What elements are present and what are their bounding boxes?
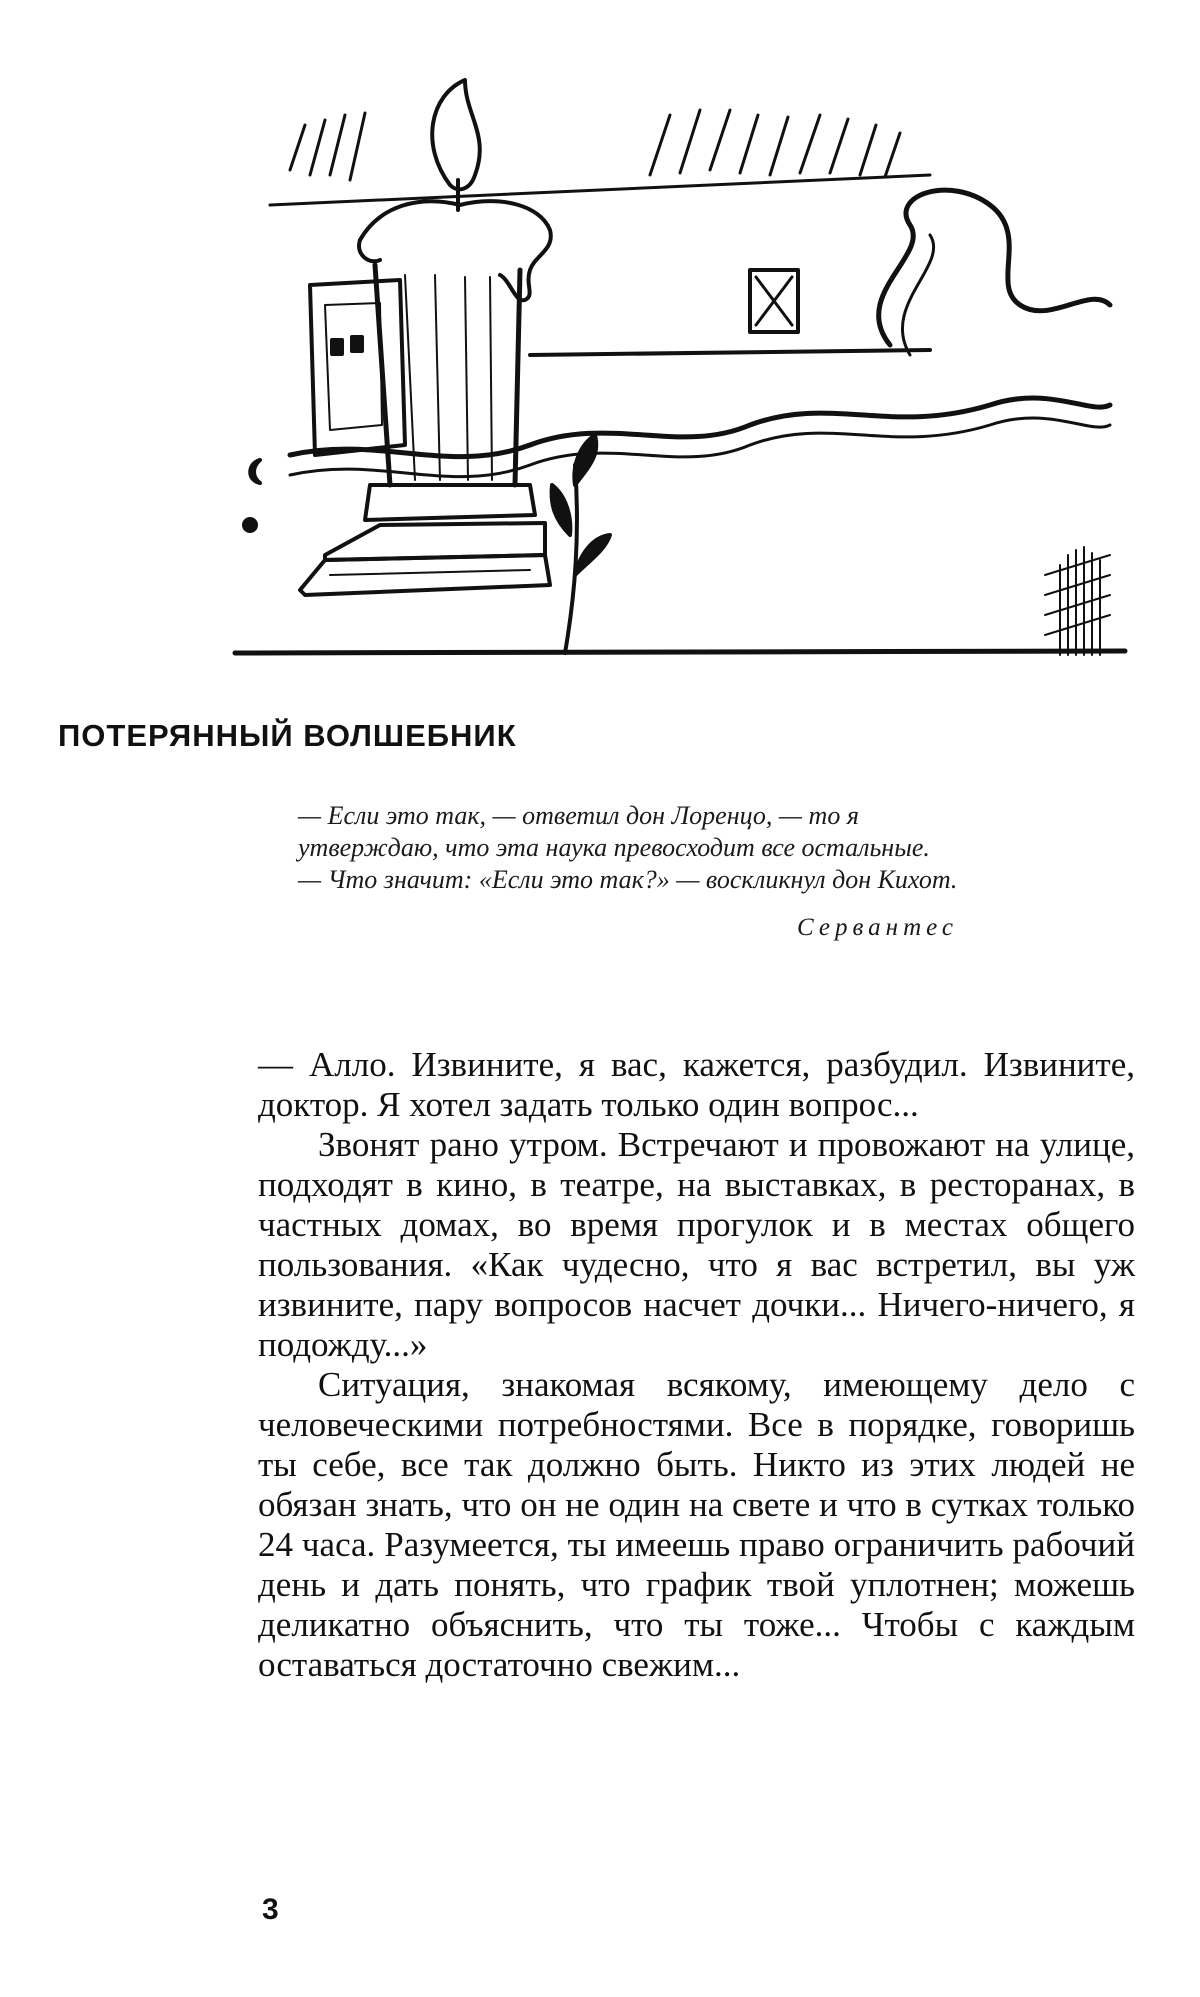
page-number: 3	[262, 1893, 279, 1926]
chapter-title: ПОТЕРЯННЫЙ ВОЛШЕБНИК	[58, 718, 517, 753]
paragraph: Ситуация, знакомая всякому, имеющему дело с человеческими потребностями. Все в порядке, говоришь ты себе, все так должно быть. Никто из этих людей не обязан знать, что он не один на свете и что в сутках только 24 часа. Разумеется, ты имеешь право ограничить рабочий день и дать понять, что график твой уплотнен; можешь деликатно объяснить, что ты тоже... Чтобы с каждым оставаться достаточно свежим...	[258, 1365, 1135, 1684]
paragraph: Звонят рано утром. Встречают и провожают на улице, подходят в кино, в театре, на выставках, в ресторанах, в частных домах, во время прогулок и в местах общего пользования. «Как чудесно, что я вас встретил, вы уж извините, пару вопросов насчет дочки... Ничего-ничего, я подожду...»	[258, 1125, 1135, 1364]
epigraph	[298, 800, 958, 944]
candle-column-illustration-icon	[230, 55, 1130, 665]
epigraph-line: — Если это так, — ответил дон Лоренцо, — то я утверждаю, что эта наука превосходит все остальные.	[298, 801, 930, 862]
chapter-illustration	[230, 55, 1130, 665]
body-text	[258, 1045, 1135, 1685]
paragraph: — Алло. Извините, я вас, кажется, разбудил. Извините, доктор. Я хотел задать только один вопрос...	[258, 1045, 1135, 1124]
epigraph-author: Сервантес	[797, 914, 958, 941]
epigraph-line: — Что значит: «Если это так?» — воскликнул дон Кихот.	[298, 865, 958, 894]
